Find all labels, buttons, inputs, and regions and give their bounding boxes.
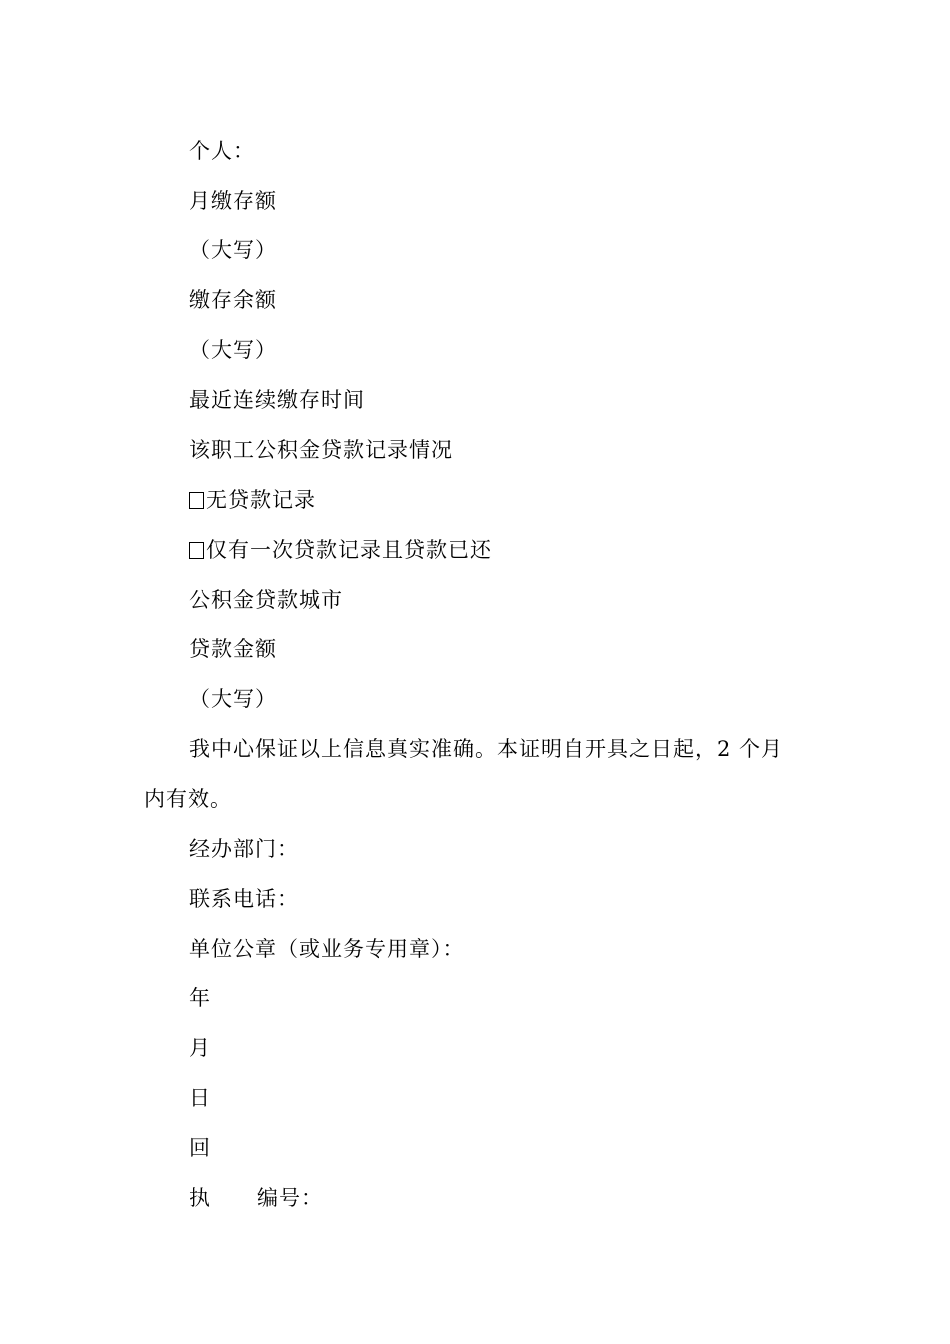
official-seal-label: 单位公章（或业务专用章）： [189,937,465,961]
handling-department-label: 经办部门： [189,837,299,861]
checkbox-one-loan-repaid[interactable] [189,542,204,559]
day-label: 日 [189,1086,211,1110]
loan-record-status-label: 该职工公积金贷款记录情况 [189,438,453,462]
month-label: 月 [189,1036,211,1060]
option-one-loan-repaid-label: 仅有一次贷款记录且贷款已还 [206,538,492,562]
deposit-balance-label: 缴存余额 [189,288,277,312]
recent-continuous-deposit-time-label: 最近连续缴存时间 [189,388,365,412]
year-label: 年 [189,986,211,1010]
statement-line-2: 内有效。 [144,787,232,811]
contact-phone-label: 联系电话： [189,887,299,911]
receipt-label-char-1: 回 [189,1136,211,1160]
loan-city-label: 公积金贷款城市 [189,588,343,612]
receipt-number-label: 编号： [257,1186,323,1210]
monthly-deposit-uppercase-label: （大写） [189,238,277,262]
loan-amount-label: 贷款金额 [189,637,277,661]
loan-amount-uppercase-label: （大写） [189,687,277,711]
option-one-loan-repaid[interactable] [189,536,492,564]
deposit-balance-uppercase-label: （大写） [189,338,277,362]
receipt-label-char-2: 执 [189,1186,211,1210]
receipt-number-row [189,1184,323,1212]
monthly-deposit-label: 月缴存额 [189,189,277,213]
personal-label: 个人： [189,139,255,163]
option-no-loan-record[interactable] [189,486,316,514]
option-no-loan-label: 无贷款记录 [206,488,316,512]
checkbox-no-loan[interactable] [189,492,204,509]
statement-line-1: 我中心保证以上信息真实准确。本证明自开具之日起，2 个月 [189,737,784,761]
